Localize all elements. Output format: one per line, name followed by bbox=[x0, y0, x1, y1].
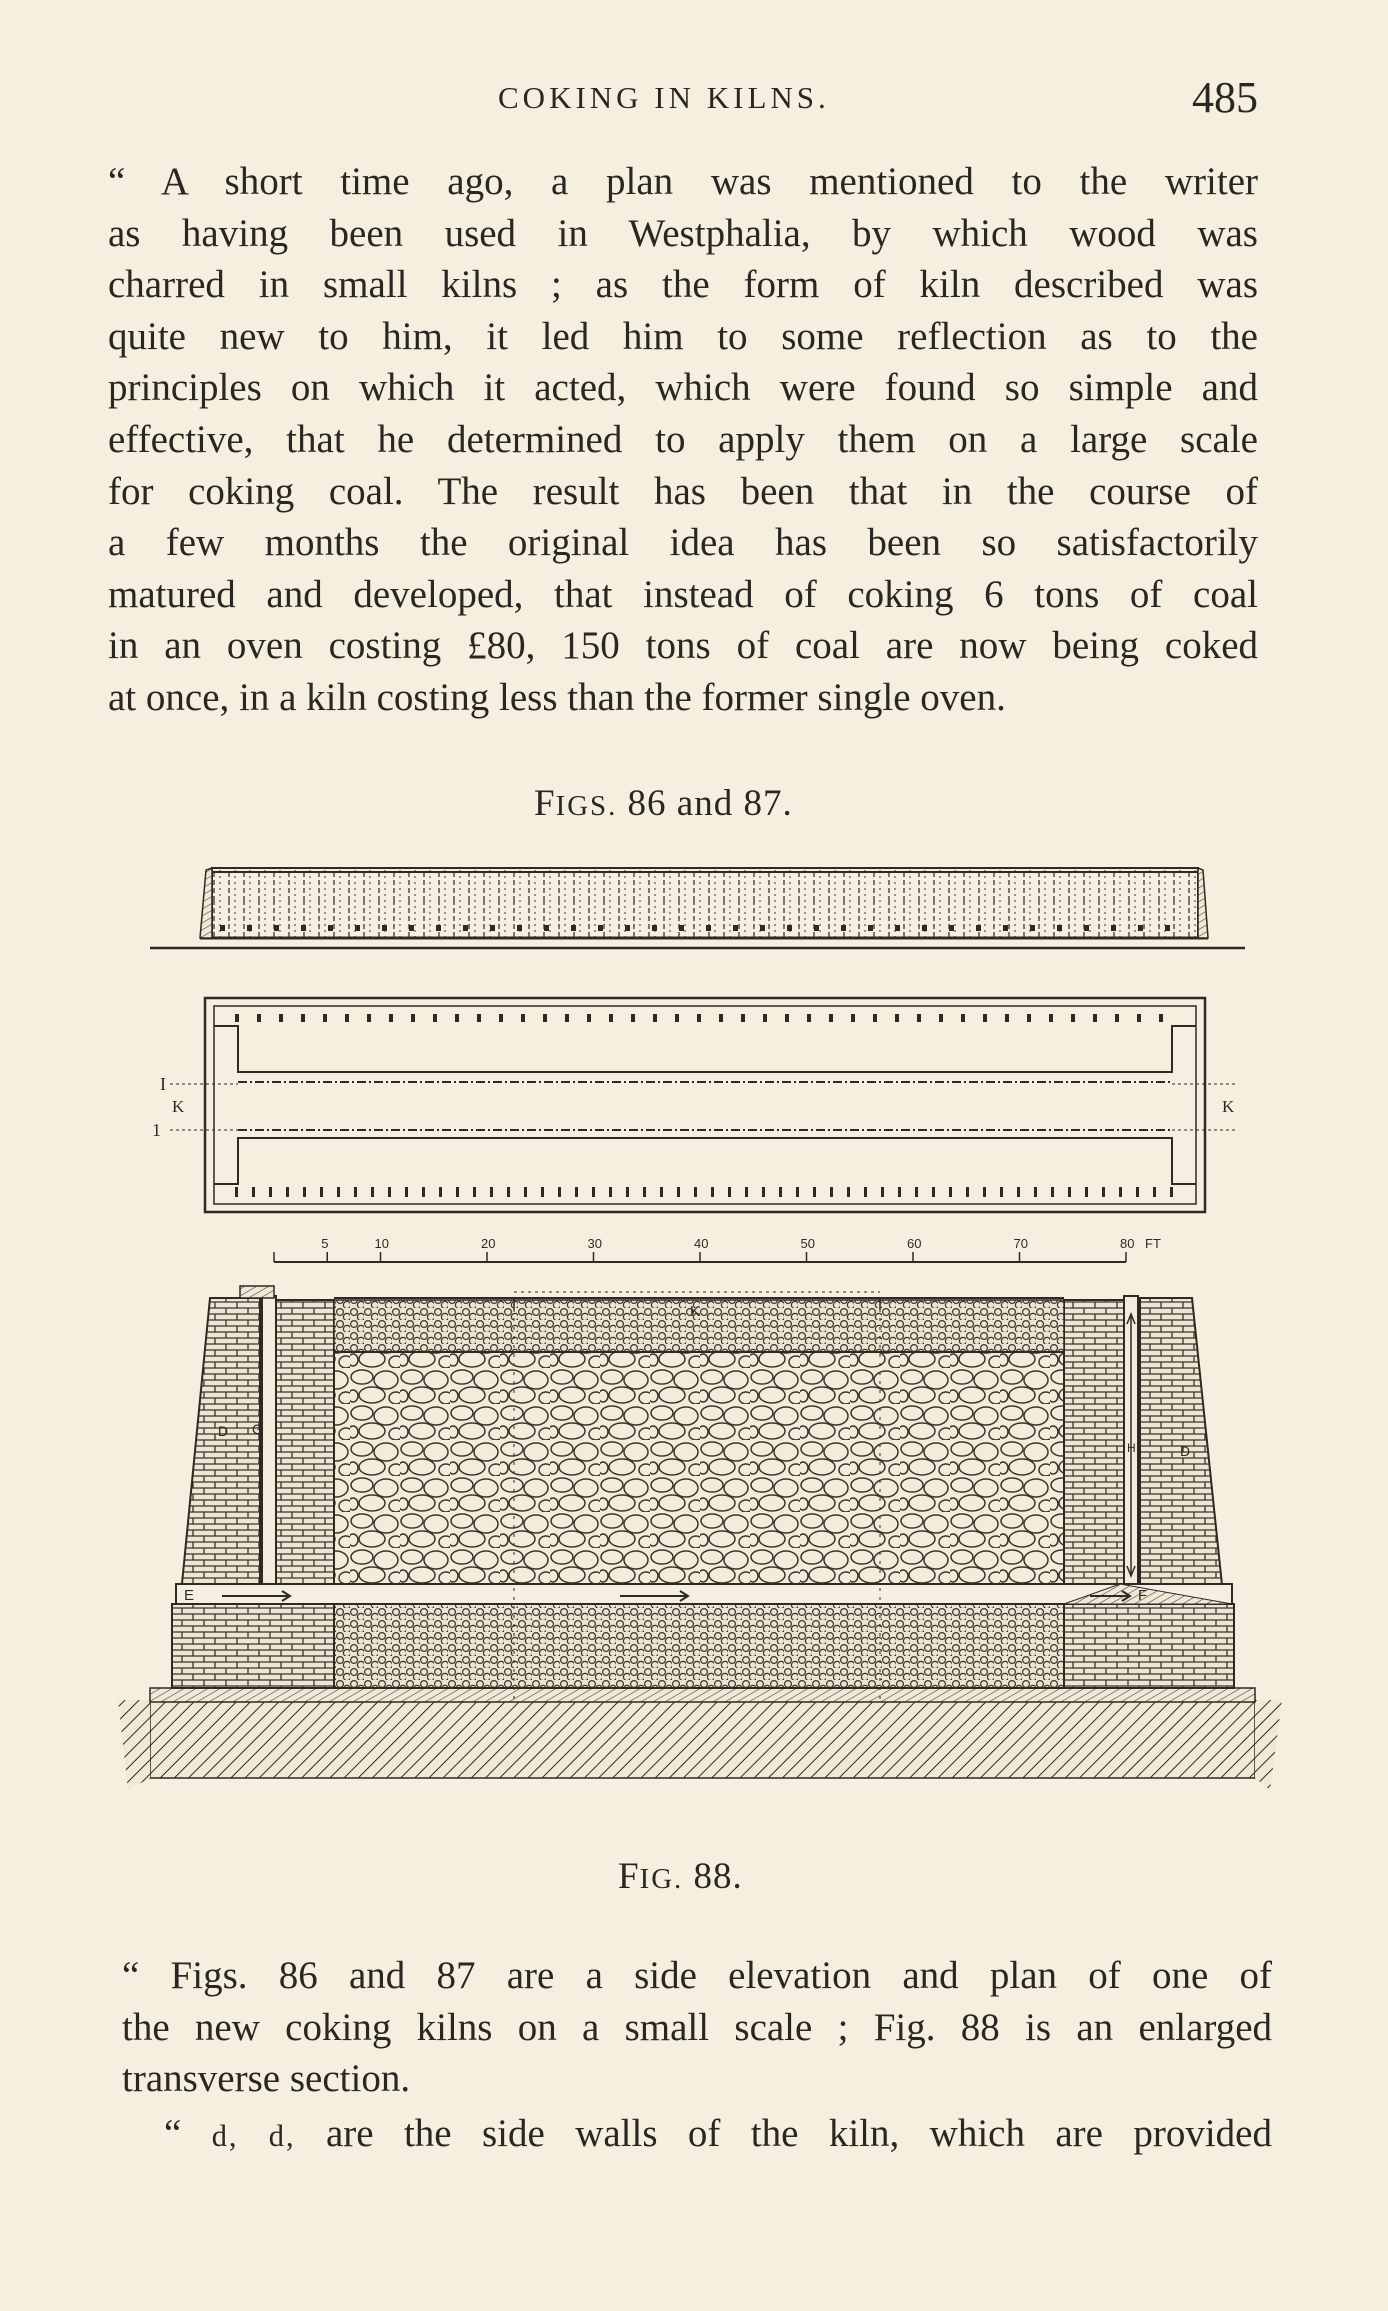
scale-tick-label: 5 bbox=[321, 1236, 329, 1251]
figure-88-caption: FIG. 88. bbox=[618, 1856, 743, 1897]
text-line: at once, in a kiln costing less than the former single oven. bbox=[108, 675, 1006, 719]
section-label-h: H bbox=[1127, 1441, 1136, 1455]
text-line: effective, that he determined to apply them on a large scale bbox=[108, 417, 1258, 461]
scale-tick-label: 50 bbox=[800, 1236, 815, 1251]
scale-tick-label: 20 bbox=[481, 1236, 496, 1251]
text-line: “ Figs. 86 and 87 are a side elevation and plan of one of bbox=[122, 1954, 1272, 1997]
text-line: for coking coal. The result has been that in the course of bbox=[108, 469, 1258, 513]
text-line: charred in small kilns ; as the form of kiln described was bbox=[108, 263, 1258, 307]
text-line: as having been used in Westphalia, by which wood was bbox=[108, 211, 1258, 255]
text-line: transverse section. bbox=[122, 2057, 411, 2101]
text-line: a few months the original idea has been so satisfactorily bbox=[108, 521, 1258, 565]
section-label-f: F bbox=[1138, 1587, 1148, 1604]
scale-unit: FT bbox=[1145, 1236, 1161, 1251]
side-walls-paragraph bbox=[164, 2108, 1272, 2163]
transverse-section-drawing bbox=[118, 1286, 1282, 1790]
running-title: COKING IN KILNS. bbox=[498, 80, 830, 115]
plan-drawing bbox=[152, 998, 1238, 1212]
text-line: “ d, d, are the side walls of the kiln, which are provided bbox=[164, 2112, 1272, 2155]
text-line: in an oven costing £80, 150 tons of coal are now being coked bbox=[108, 624, 1258, 668]
plan-label-k-left: K bbox=[172, 1097, 185, 1116]
section-label-k: K bbox=[690, 1303, 701, 1320]
scale-tick-label: 70 bbox=[1013, 1236, 1028, 1251]
scale-tick-label: 30 bbox=[587, 1236, 602, 1251]
section-label-d-left: D bbox=[218, 1423, 229, 1439]
plan-label-i-top: I bbox=[160, 1074, 166, 1094]
side-elevation-drawing bbox=[150, 868, 1245, 948]
scale-bar bbox=[274, 1236, 1161, 1262]
figures-description-paragraph bbox=[122, 1950, 1272, 2105]
page-number: 485 bbox=[1192, 73, 1258, 122]
text-line: principles on which it acted, which were found so simple and bbox=[108, 366, 1258, 410]
text-line: matured and developed, that instead of coking 6 tons of coal bbox=[108, 572, 1258, 616]
figure-86-87-caption: FIGS. 86 and 87. bbox=[534, 783, 793, 824]
section-label-e: E bbox=[184, 1587, 195, 1604]
plan-label-1-bottom: 1 bbox=[152, 1120, 161, 1140]
scale-tick-label: 10 bbox=[374, 1236, 389, 1251]
scale-tick-label: 60 bbox=[907, 1236, 922, 1251]
scale-tick-label: 40 bbox=[694, 1236, 709, 1251]
text-line: the new coking kilns on a small scale ; Fig. 88 is an enlarged bbox=[122, 2005, 1272, 2049]
text-line: “ A short time ago, a plan was mentioned to the writer bbox=[108, 160, 1258, 203]
scale-tick-label: 80 bbox=[1120, 1236, 1135, 1251]
plan-label-k-right: K bbox=[1222, 1097, 1235, 1116]
text-line: quite new to him, it led him to some reflection as to the bbox=[108, 314, 1258, 358]
section-label-d-right: D bbox=[1180, 1443, 1191, 1459]
section-label-g: G bbox=[252, 1421, 263, 1437]
